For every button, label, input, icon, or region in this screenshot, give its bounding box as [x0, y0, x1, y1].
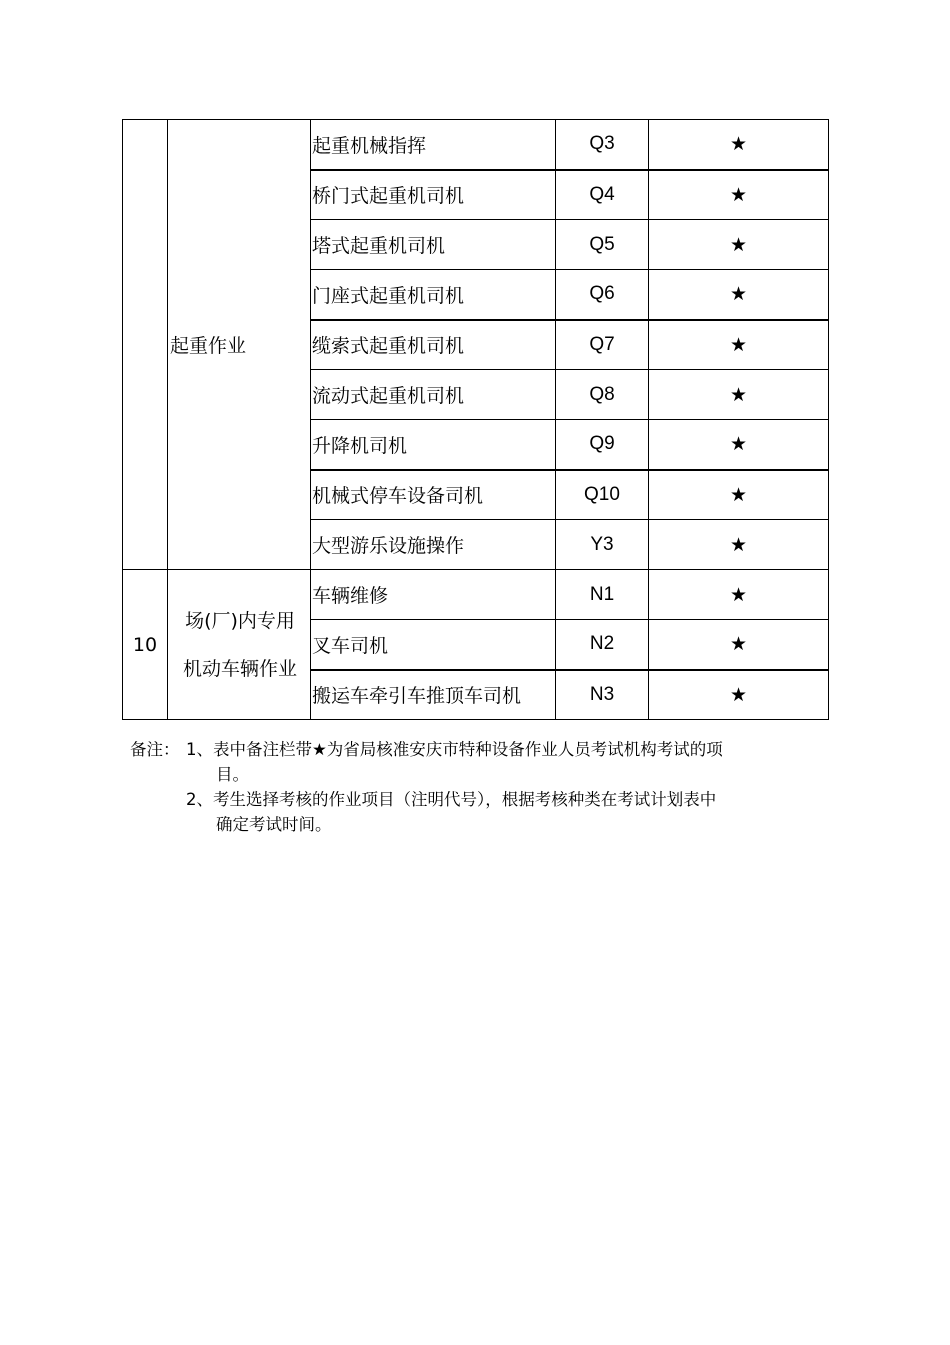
category-line: 场(厂)内专用	[185, 609, 295, 632]
code-cell: Q10	[556, 470, 649, 520]
table-row	[123, 120, 829, 170]
note-2	[130, 787, 790, 812]
code-cell: Y3	[556, 520, 649, 570]
star-mark: ★	[649, 270, 829, 320]
code-cell: Q7	[556, 320, 649, 370]
item-cell: 桥门式起重机司机	[311, 170, 556, 220]
note-text: 表中备注栏带★为省局核准安庆市特种设备作业人员考试机构考试的项	[213, 740, 723, 759]
item-cell: 流动式起重机司机	[311, 370, 556, 420]
star-mark: ★	[649, 220, 829, 270]
group-number-cell	[123, 120, 168, 570]
category-cell-vehicles	[168, 570, 311, 720]
item-cell: 升降机司机	[311, 420, 556, 470]
category-cell-lifting: 起重作业	[168, 120, 311, 570]
note-2-continued: 确定考试时间。	[216, 815, 332, 834]
code-cell: Q3	[556, 120, 649, 170]
star-mark: ★	[649, 320, 829, 370]
star-mark: ★	[649, 570, 829, 620]
note-number: 1、	[186, 740, 213, 759]
code-cell: Q6	[556, 270, 649, 320]
notes-label: 备注：	[130, 740, 180, 759]
star-mark: ★	[649, 470, 829, 520]
note-number: 2、	[186, 790, 213, 809]
exam-items-table	[122, 119, 829, 720]
code-cell: Q8	[556, 370, 649, 420]
note-1-continued: 目。	[216, 765, 249, 784]
item-cell: 缆索式起重机司机	[311, 320, 556, 370]
group-number-cell: 10	[123, 570, 168, 720]
code-cell: N3	[556, 670, 649, 720]
item-cell: 叉车司机	[311, 620, 556, 670]
note-1	[130, 737, 790, 762]
code-cell: Q9	[556, 420, 649, 470]
item-cell: 大型游乐设施操作	[311, 520, 556, 570]
star-mark: ★	[649, 170, 829, 220]
item-cell: 起重机械指挥	[311, 120, 556, 170]
code-cell: N1	[556, 570, 649, 620]
star-mark: ★	[649, 670, 829, 720]
notes-section	[130, 737, 790, 837]
code-cell: Q5	[556, 220, 649, 270]
item-cell: 车辆维修	[311, 570, 556, 620]
category-line: 机动车辆作业	[182, 657, 297, 680]
item-cell: 门座式起重机司机	[311, 270, 556, 320]
item-cell: 搬运车牵引车推顶车司机	[311, 670, 556, 720]
table-row	[123, 570, 829, 620]
star-mark: ★	[649, 370, 829, 420]
code-cell: N2	[556, 620, 649, 670]
note-text: 考生选择考核的作业项目（注明代号），根据考核种类在考试计划表中	[213, 790, 717, 809]
item-cell: 塔式起重机司机	[311, 220, 556, 270]
star-mark: ★	[649, 420, 829, 470]
star-mark: ★	[649, 620, 829, 670]
star-mark: ★	[649, 520, 829, 570]
code-cell: Q4	[556, 170, 649, 220]
star-mark: ★	[649, 120, 829, 170]
item-cell: 机械式停车设备司机	[311, 470, 556, 520]
